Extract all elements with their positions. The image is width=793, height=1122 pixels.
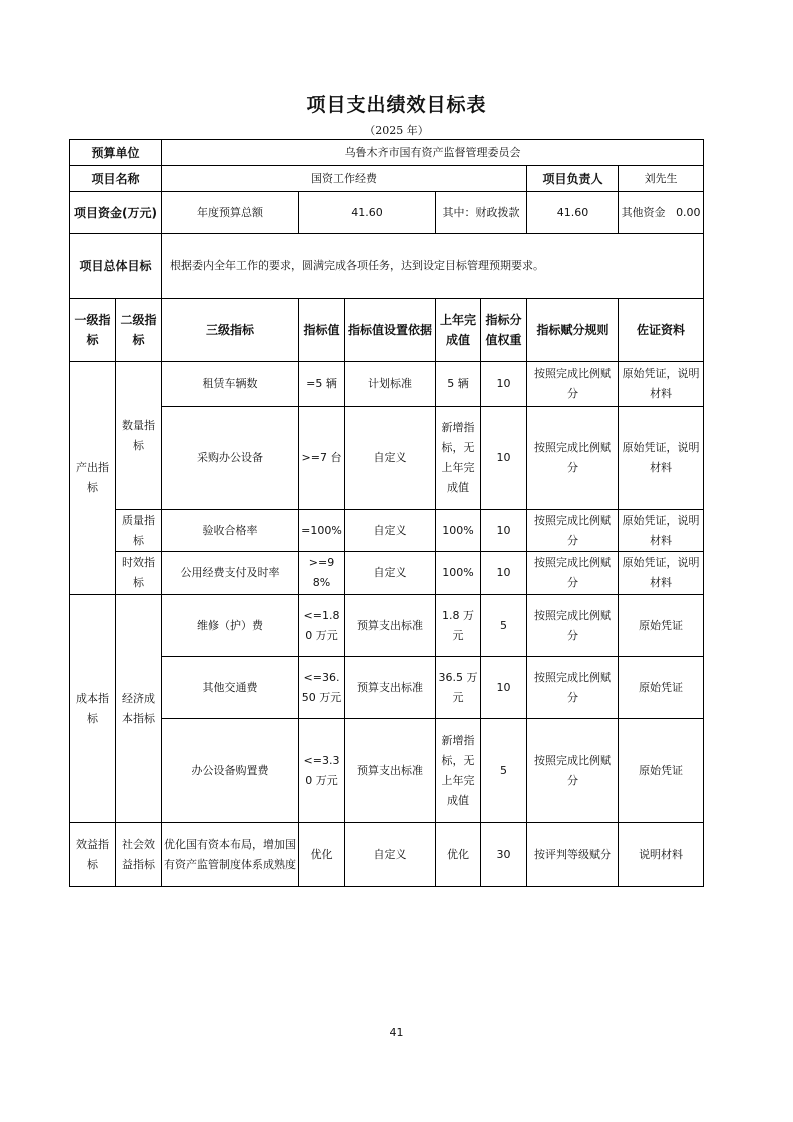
indicator-rule: 按照完成比例赋分 bbox=[527, 552, 619, 595]
indicator-evidence: 原始凭证 bbox=[619, 719, 704, 823]
page-title: 项目支出绩效目标表 bbox=[306, 94, 487, 116]
indicator-evidence: 说明材料 bbox=[619, 823, 704, 887]
header-last-year: 上年完成值 bbox=[436, 299, 481, 362]
indicator-last: 新增指标，无上年完成值 bbox=[436, 719, 481, 823]
project-name-row bbox=[70, 166, 704, 192]
indicator-last: 100% bbox=[436, 552, 481, 595]
indicator-value: 优化 bbox=[299, 823, 345, 887]
indicator-value: >=7 台 bbox=[299, 407, 345, 510]
table-row bbox=[70, 552, 704, 595]
table-row bbox=[70, 823, 704, 887]
table-row bbox=[70, 595, 704, 657]
header-evidence: 佐证资料 bbox=[619, 299, 704, 362]
table-row bbox=[70, 719, 704, 823]
indicator-basis: 自定义 bbox=[345, 407, 436, 510]
header-row bbox=[70, 299, 704, 362]
indicator-evidence: 原始凭证 bbox=[619, 595, 704, 657]
indicator-evidence: 原始凭证，说明材料 bbox=[619, 407, 704, 510]
fiscal-label: 其中：财政拨款 bbox=[436, 192, 527, 234]
subgroup-economic: 经济成本指标 bbox=[116, 595, 162, 823]
annual-budget-label: 年度预算总额 bbox=[162, 192, 299, 234]
goal-value: 根据委内全年工作的要求，圆满完成各项任务，达到设定目标管理预期要求。 bbox=[162, 234, 704, 299]
indicator-weight: 10 bbox=[481, 407, 527, 510]
indicator-basis: 自定义 bbox=[345, 510, 436, 552]
indicator-name: 验收合格率 bbox=[162, 510, 299, 552]
group-cost: 成本指标 bbox=[70, 595, 116, 823]
indicator-name: 优化国有资本布局，增加国有资产监管制度体系成熟度 bbox=[162, 823, 299, 887]
indicator-last: 优化 bbox=[436, 823, 481, 887]
indicator-rule: 按照完成比例赋分 bbox=[527, 362, 619, 407]
indicator-weight: 10 bbox=[481, 362, 527, 407]
header-rule: 指标赋分规则 bbox=[527, 299, 619, 362]
indicator-basis: 计划标准 bbox=[345, 362, 436, 407]
indicator-rule: 按评判等级赋分 bbox=[527, 823, 619, 887]
indicator-weight: 30 bbox=[481, 823, 527, 887]
indicator-name: 采购办公设备 bbox=[162, 407, 299, 510]
header-value: 指标值 bbox=[299, 299, 345, 362]
other-funds-label: 其他资金 bbox=[621, 205, 666, 219]
subgroup-timeliness: 时效指标 bbox=[116, 552, 162, 595]
indicator-value: <=1.80 万元 bbox=[299, 595, 345, 657]
indicator-name: 公用经费支付及时率 bbox=[162, 552, 299, 595]
indicator-last: 100% bbox=[436, 510, 481, 552]
indicator-weight: 5 bbox=[481, 595, 527, 657]
page-number: 41 bbox=[389, 1026, 404, 1039]
subgroup-quantity: 数量指标 bbox=[116, 362, 162, 510]
year-label: （2025 年） bbox=[364, 124, 429, 137]
indicator-rule: 按照完成比例赋分 bbox=[527, 657, 619, 719]
project-name-label: 项目名称 bbox=[70, 166, 162, 192]
indicator-last: 1.8 万元 bbox=[436, 595, 481, 657]
subgroup-social: 社会效益指标 bbox=[116, 823, 162, 887]
other-funds-cell bbox=[619, 192, 704, 234]
unit-row bbox=[70, 140, 704, 166]
fiscal-value: 41.60 bbox=[527, 192, 619, 234]
indicator-basis: 预算支出标准 bbox=[345, 719, 436, 823]
indicator-last: 5 辆 bbox=[436, 362, 481, 407]
indicator-value: =5 辆 bbox=[299, 362, 345, 407]
annual-budget-value: 41.60 bbox=[299, 192, 436, 234]
performance-table bbox=[69, 139, 704, 887]
indicator-evidence: 原始凭证，说明材料 bbox=[619, 552, 704, 595]
indicator-name: 租赁车辆数 bbox=[162, 362, 299, 407]
indicator-weight: 10 bbox=[481, 657, 527, 719]
header-basis: 指标值设置依据 bbox=[345, 299, 436, 362]
owner-label: 项目负责人 bbox=[527, 166, 619, 192]
indicator-weight: 10 bbox=[481, 510, 527, 552]
indicator-rule: 按照完成比例赋分 bbox=[527, 595, 619, 657]
indicator-rule: 按照完成比例赋分 bbox=[527, 510, 619, 552]
header-weight: 指标分值权重 bbox=[481, 299, 527, 362]
indicator-evidence: 原始凭证 bbox=[619, 657, 704, 719]
header-level2: 二级指标 bbox=[116, 299, 162, 362]
unit-label: 预算单位 bbox=[70, 140, 162, 166]
unit-value: 乌鲁木齐市国有资产监督管理委员会 bbox=[162, 140, 704, 166]
fund-row bbox=[70, 192, 704, 234]
indicator-weight: 5 bbox=[481, 719, 527, 823]
fund-label: 项目资金(万元) bbox=[70, 192, 162, 234]
indicator-rule: 按照完成比例赋分 bbox=[527, 407, 619, 510]
subgroup-quality: 质量指标 bbox=[116, 510, 162, 552]
indicator-evidence: 原始凭证，说明材料 bbox=[619, 510, 704, 552]
indicator-name: 其他交通费 bbox=[162, 657, 299, 719]
indicator-value: >=98% bbox=[299, 552, 345, 595]
group-output: 产出指标 bbox=[70, 362, 116, 595]
table-row bbox=[70, 510, 704, 552]
indicator-rule: 按照完成比例赋分 bbox=[527, 719, 619, 823]
header-level1: 一级指标 bbox=[70, 299, 116, 362]
project-name-value: 国资工作经费 bbox=[162, 166, 527, 192]
indicator-name: 维修（护）费 bbox=[162, 595, 299, 657]
other-funds-value: 0.00 bbox=[676, 205, 701, 219]
header-level3: 三级指标 bbox=[162, 299, 299, 362]
indicator-last: 36.5 万元 bbox=[436, 657, 481, 719]
table-row bbox=[70, 407, 704, 510]
indicator-basis: 自定义 bbox=[345, 552, 436, 595]
indicator-evidence: 原始凭证，说明材料 bbox=[619, 362, 704, 407]
indicator-weight: 10 bbox=[481, 552, 527, 595]
goal-row bbox=[70, 234, 704, 299]
owner-value: 刘先生 bbox=[619, 166, 704, 192]
indicator-name: 办公设备购置费 bbox=[162, 719, 299, 823]
table-row bbox=[70, 362, 704, 407]
indicator-value: =100% bbox=[299, 510, 345, 552]
indicator-basis: 预算支出标准 bbox=[345, 595, 436, 657]
indicator-value: <=36.50 万元 bbox=[299, 657, 345, 719]
indicator-basis: 预算支出标准 bbox=[345, 657, 436, 719]
table-row bbox=[70, 657, 704, 719]
indicator-last: 新增指标，无上年完成值 bbox=[436, 407, 481, 510]
goal-label: 项目总体目标 bbox=[70, 234, 162, 299]
group-benefit: 效益指标 bbox=[70, 823, 116, 887]
indicator-basis: 自定义 bbox=[345, 823, 436, 887]
indicator-value: <=3.30 万元 bbox=[299, 719, 345, 823]
